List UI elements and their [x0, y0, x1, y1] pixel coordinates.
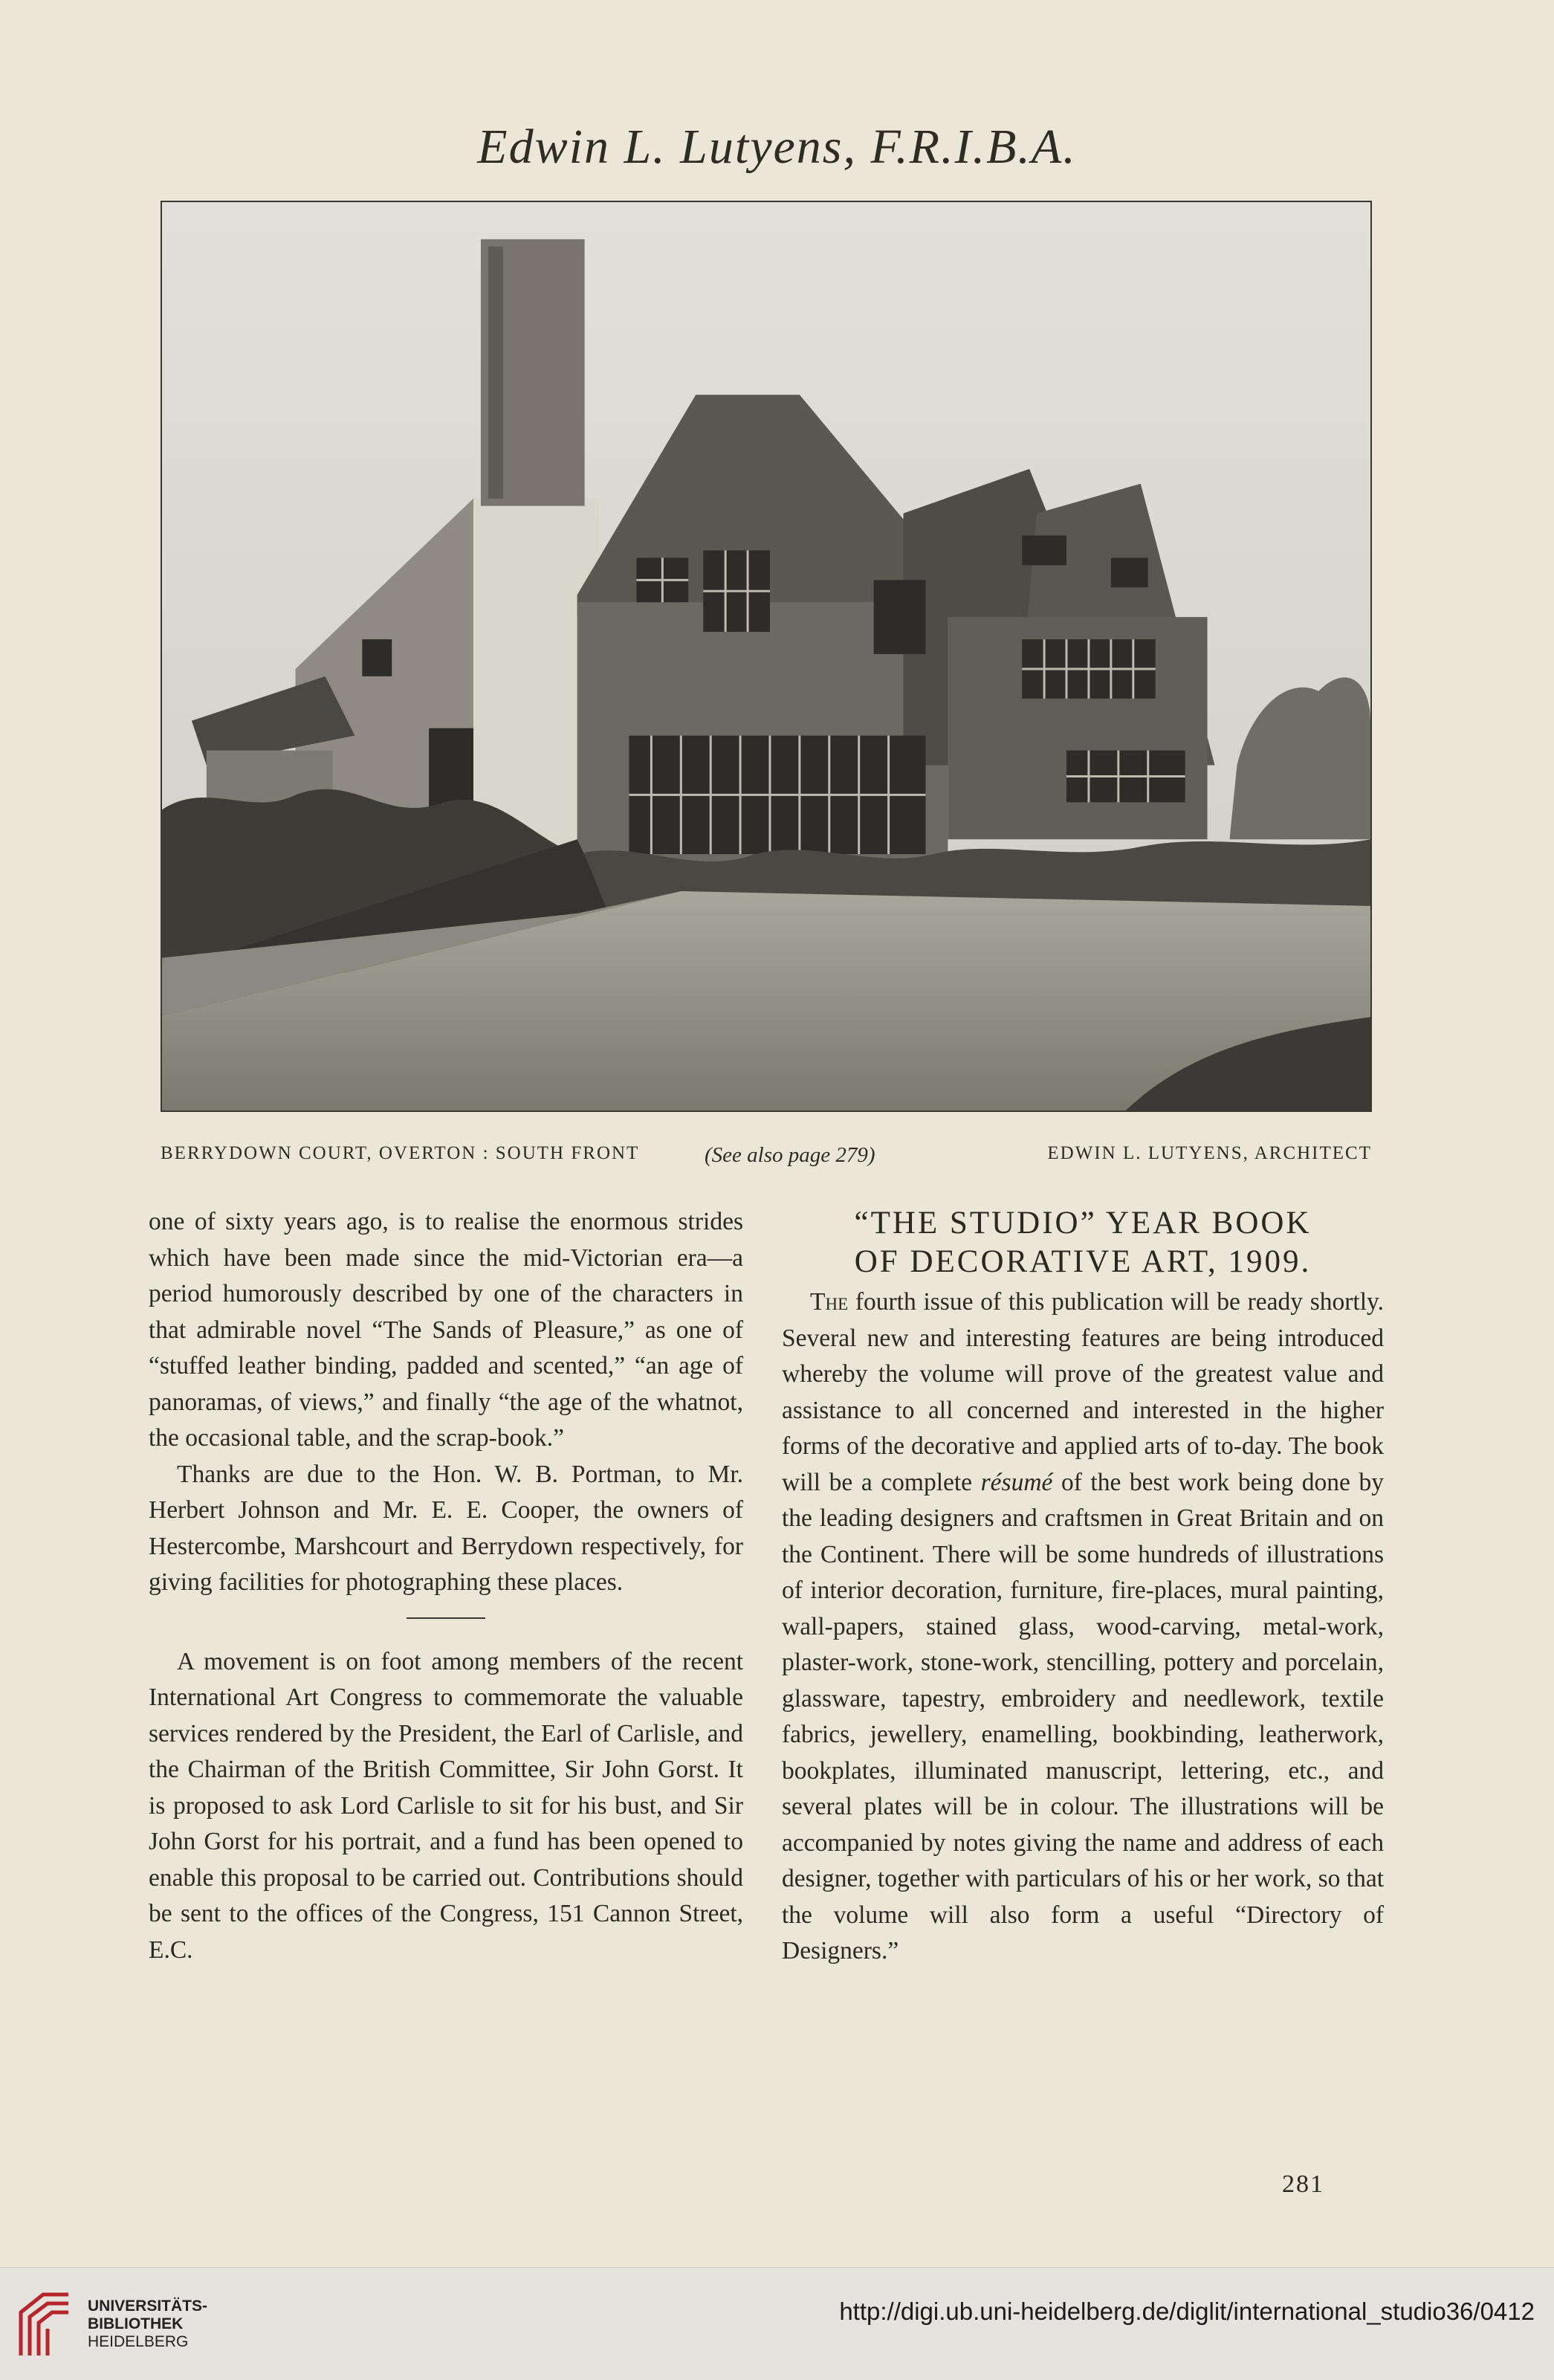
- library-name-line-2: BIBLIOTHEK: [88, 2315, 184, 2332]
- figure-caption-reference: (See also page 279): [705, 1143, 875, 1167]
- article-heading-line-1: “THE STUDIO” YEAR BOOK: [854, 1206, 1312, 1241]
- right-paragraph-text-b: of the best work being done by the leading designers and craftsmen in Great Britain and on the Continent. There will be some hundreds of illustrations of interior decoration, furniture, fire-places, mural painting, wall-papers, stained glass, wood-carving, metal-work, plaster-work, stone-work, stencilling, pottery and porcelain, glassware, tapestry, embroidery and needlework, textile fabrics, jewellery, enamelling, bookbinding, leatherwork, bookplates, illuminated manuscript, lettering, etc., and several plates will be in colour. The illustrations will be accompanied by notes giving the name and address of each designer, together with particulars of his or her work, so that the volume will also form a useful “Directory of Designers.”: [782, 1468, 1384, 1965]
- italic-term: résumé: [980, 1468, 1053, 1496]
- university-library-logo-icon: [18, 2290, 71, 2358]
- house-photograph: [161, 201, 1372, 1112]
- left-paragraph-3: A movement is on foot among members of the recent International Art Congress to commemorate the valuable services rendered by the President, the Earl of Carlisle, and the Chairman of the British Committee, Sir John Gorst. It is proposed to ask Lord Carlisle to sit for his bust, and Sir John Gorst for his portrait, and a fund has been opened to enable this proposal to be carried out. Contributions should be sent to the offices of the Congress, 151 Cannon Street, E.C.: [149, 1647, 743, 1964]
- section-divider: [407, 1617, 485, 1619]
- library-name-line-1: UNIVERSITÄTS-: [88, 2297, 208, 2315]
- running-header: Edwin L. Lutyens, F.R.I.B.A.: [477, 120, 1077, 174]
- left-paragraph-2: Thanks are due to the Hon. W. B. Portman, to Mr. Herbert Johnson and Mr. E. E. Cooper, the owners of Hestercombe, Marshcourt and Berrydown respectively, for giving facilities for photographing these places.: [149, 1460, 743, 1596]
- right-text-column: [782, 1204, 1384, 1970]
- house-photo-illustration: [162, 202, 1370, 1110]
- article-heading-line-2: OF DECORATIVE ART, 1909.: [854, 1244, 1312, 1279]
- right-paragraph-text-a: fourth issue of this publication will be ready shortly. Several new and interesting features are being introduced whereby the volume will prove of the greatest value and assistance to all concerned and interested in the higher forms of the decorative and applied arts of to-day. The book will be a complete: [782, 1288, 1384, 1496]
- left-text-column: [149, 1204, 743, 1968]
- left-paragraph-1: one of sixty years ago, is to realise the enormous strides which have been made since the mid-Victorian era—a period humorously described by one of the characters in that admirable novel “The Sands of Pleasure,” as one of “stuffed leather binding, padded and scented,” “an age of panoramas, of views,” and finally “the age of the whatnot, the occasional table, and the scrap-book.”: [149, 1208, 743, 1452]
- figure-caption-architect: EDWIN L. LUTYENS, ARCHITECT: [1047, 1143, 1372, 1163]
- article-heading: [782, 1204, 1384, 1281]
- viewer-footer: [0, 2267, 1554, 2380]
- right-paragraph-1: [782, 1284, 1384, 1970]
- figure-caption-title: BERRYDOWN COURT, OVERTON : SOUTH FRONT: [161, 1143, 640, 1163]
- source-url-link[interactable]: http://digi.ub.uni-heidelberg.de/diglit/international_studio36/0412: [839, 2297, 1535, 2325]
- lead-word: The: [810, 1288, 849, 1316]
- page-number: 281: [1282, 2170, 1324, 2198]
- library-name-line-3: HEIDELBERG: [88, 2333, 189, 2350]
- library-name: [88, 2297, 207, 2351]
